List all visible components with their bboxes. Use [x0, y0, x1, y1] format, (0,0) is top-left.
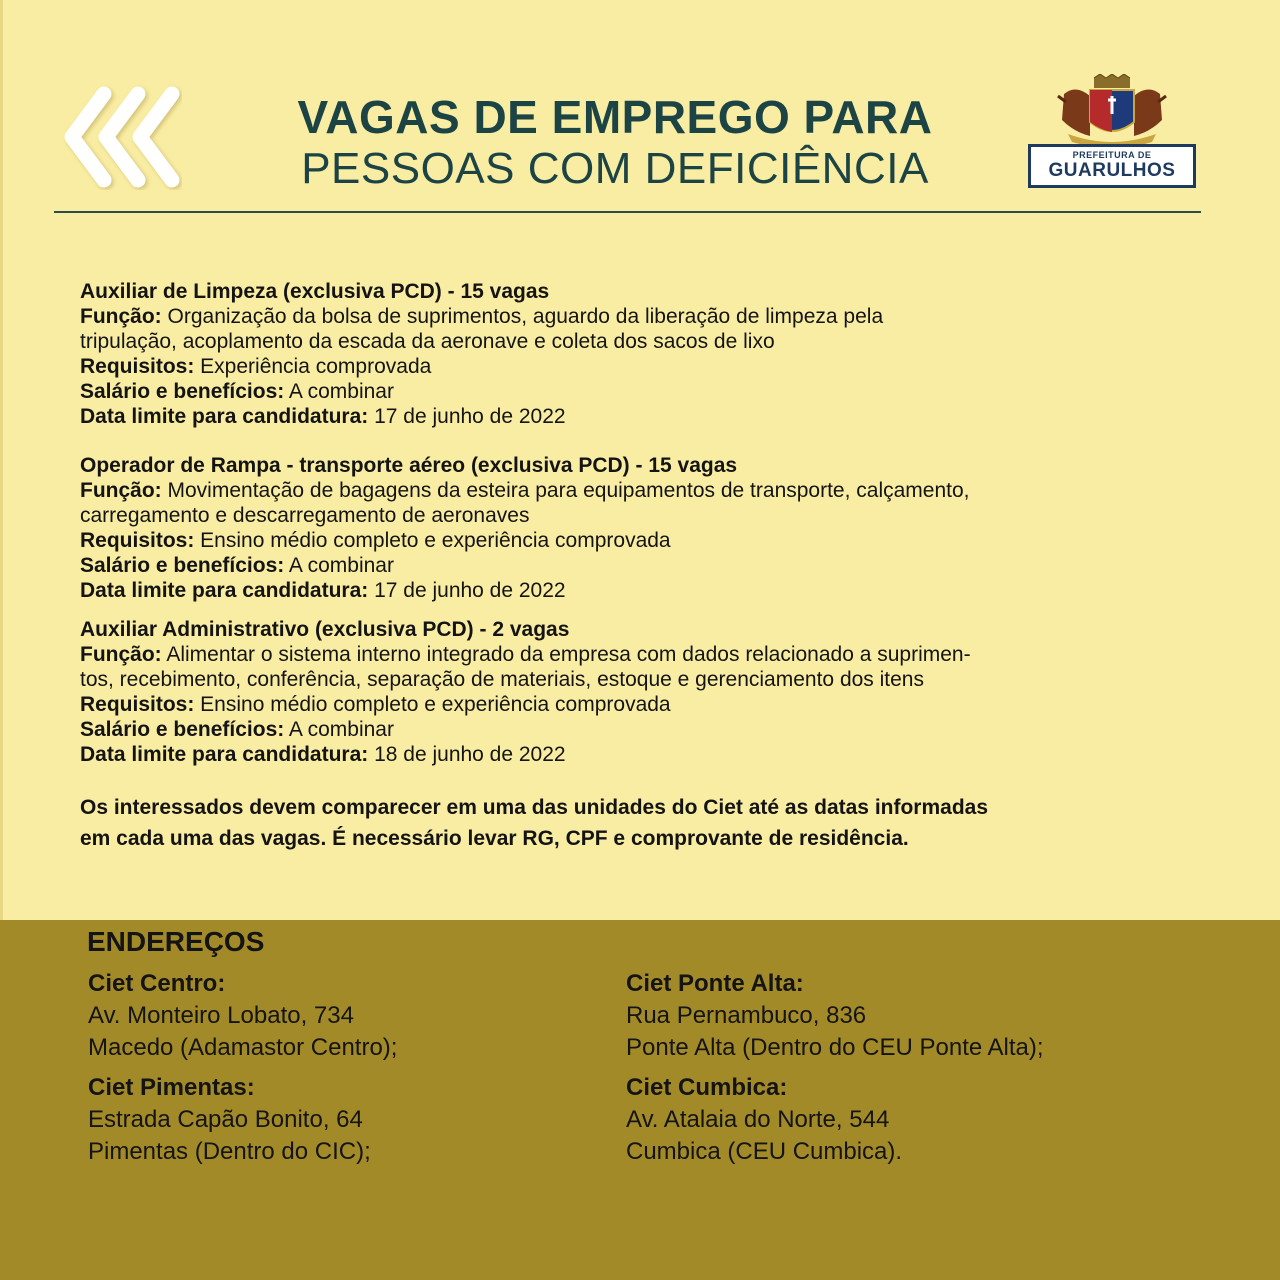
job-function-cont: tos, recebimento, conferência, separação de materiais, estoque e gerenciamento dos itens — [80, 668, 924, 691]
label: Função: — [80, 305, 162, 328]
address-name: Ciet Cumbica: — [626, 1074, 788, 1101]
job-function-cont: tripulação, acoplamento da escada da aeronave e coleta dos sacos de lixo — [80, 330, 775, 353]
value: 18 de junho de 2022 — [368, 743, 566, 766]
prefeitura-logo — [1024, 74, 1200, 190]
value: 17 de junho de 2022 — [368, 579, 566, 602]
page-title — [250, 92, 980, 196]
job-function-cont: carregamento e descarregamento de aeronaves — [80, 504, 530, 527]
job-item — [80, 453, 1200, 603]
job-salary — [80, 379, 1200, 404]
value: Organização da bolsa de suprimentos, aguardo da liberação de limpeza pela — [161, 305, 884, 328]
label: Salário e benefícios: — [80, 554, 285, 577]
address-district: Cumbica (CEU Cumbica). — [626, 1138, 903, 1165]
value: Ensino médio completo e experiência comprovada — [194, 529, 671, 552]
job-requirements — [80, 354, 1200, 379]
address-street: Av. Monteiro Lobato, 734 — [88, 1002, 354, 1029]
address-district: Macedo (Adamastor Centro); — [88, 1034, 398, 1061]
label: Data limite para candidatura: — [80, 405, 369, 428]
job-function — [80, 304, 1200, 329]
address-name: Ciet Pimentas: — [88, 1074, 255, 1101]
job-list — [80, 279, 1200, 791]
address-block — [626, 968, 1146, 1064]
job-item — [80, 279, 1200, 429]
address-name: Ciet Ponte Alta: — [626, 970, 804, 997]
address-district: Ponte Alta (Dentro do CEU Ponte Alta); — [626, 1034, 1044, 1061]
address-block — [88, 968, 608, 1064]
logo-line-2: GUARULHOS — [1048, 160, 1176, 181]
address-district: Pimentas (Dentro do CIC); — [88, 1138, 371, 1165]
value: 17 de junho de 2022 — [368, 405, 566, 428]
logo-badge — [1028, 144, 1196, 188]
chevron-left-double-icon — [62, 84, 182, 190]
notice-line-2: em cada uma das vagas. É necessário levar RG, CPF e comprovante de residência. — [80, 827, 909, 850]
job-title: Auxiliar Administrativo (exclusiva PCD) - 2 vagas — [80, 618, 570, 641]
addresses-title: ENDEREÇOS — [87, 926, 265, 957]
logo-line-1: PREFEITURA DE — [1072, 150, 1152, 160]
address-street: Rua Pernambuco, 836 — [626, 1002, 867, 1029]
notice-line-1: Os interessados devem comparecer em uma das unidades do Ciet até as datas informadas — [80, 796, 989, 819]
label: Requisitos: — [80, 529, 195, 552]
address-name: Ciet Centro: — [88, 970, 226, 997]
address-block — [626, 1072, 1146, 1168]
value: A combinar — [284, 380, 394, 403]
label: Função: — [80, 643, 162, 666]
value: A combinar — [284, 718, 394, 741]
label: Salário e benefícios: — [80, 380, 285, 403]
label: Requisitos: — [80, 693, 195, 716]
job-deadline — [80, 742, 1200, 767]
address-block — [88, 1072, 608, 1168]
label: Função: — [80, 479, 162, 502]
job-title: Auxiliar de Limpeza (exclusiva PCD) - 15 vagas — [80, 280, 550, 303]
address-street: Av. Atalaia do Norte, 544 — [626, 1106, 890, 1133]
job-requirements — [80, 528, 1200, 553]
title-line-1: VAGAS DE EMPREGO PARA — [297, 91, 933, 143]
value: Movimentação de bagagens da esteira para equipamentos de transporte, calçamento, — [161, 479, 970, 502]
coat-of-arms-icon — [1024, 74, 1200, 148]
job-function — [80, 642, 1200, 667]
address-street: Estrada Capão Bonito, 64 — [88, 1106, 363, 1133]
notice-text — [80, 792, 1180, 854]
job-item — [80, 617, 1200, 767]
label: Salário e benefícios: — [80, 718, 285, 741]
job-title: Operador de Rampa - transporte aéreo (exclusiva PCD) - 15 vagas — [80, 454, 738, 477]
job-deadline — [80, 578, 1200, 603]
job-salary — [80, 717, 1200, 742]
label: Data limite para candidatura: — [80, 743, 369, 766]
value: Experiência comprovada — [194, 355, 432, 378]
value: Alimentar o sistema interno integrado da empresa com dados relacionado a suprimen- — [161, 643, 971, 666]
job-requirements — [80, 692, 1200, 717]
job-salary — [80, 553, 1200, 578]
value: Ensino médio completo e experiência comprovada — [194, 693, 671, 716]
label: Data limite para candidatura: — [80, 579, 369, 602]
job-deadline — [80, 404, 1200, 429]
header-divider — [54, 211, 1201, 213]
title-line-2: PESSOAS COM DEFICIÊNCIA — [301, 144, 929, 193]
label: Requisitos: — [80, 355, 195, 378]
value: A combinar — [284, 554, 394, 577]
job-function — [80, 478, 1200, 503]
